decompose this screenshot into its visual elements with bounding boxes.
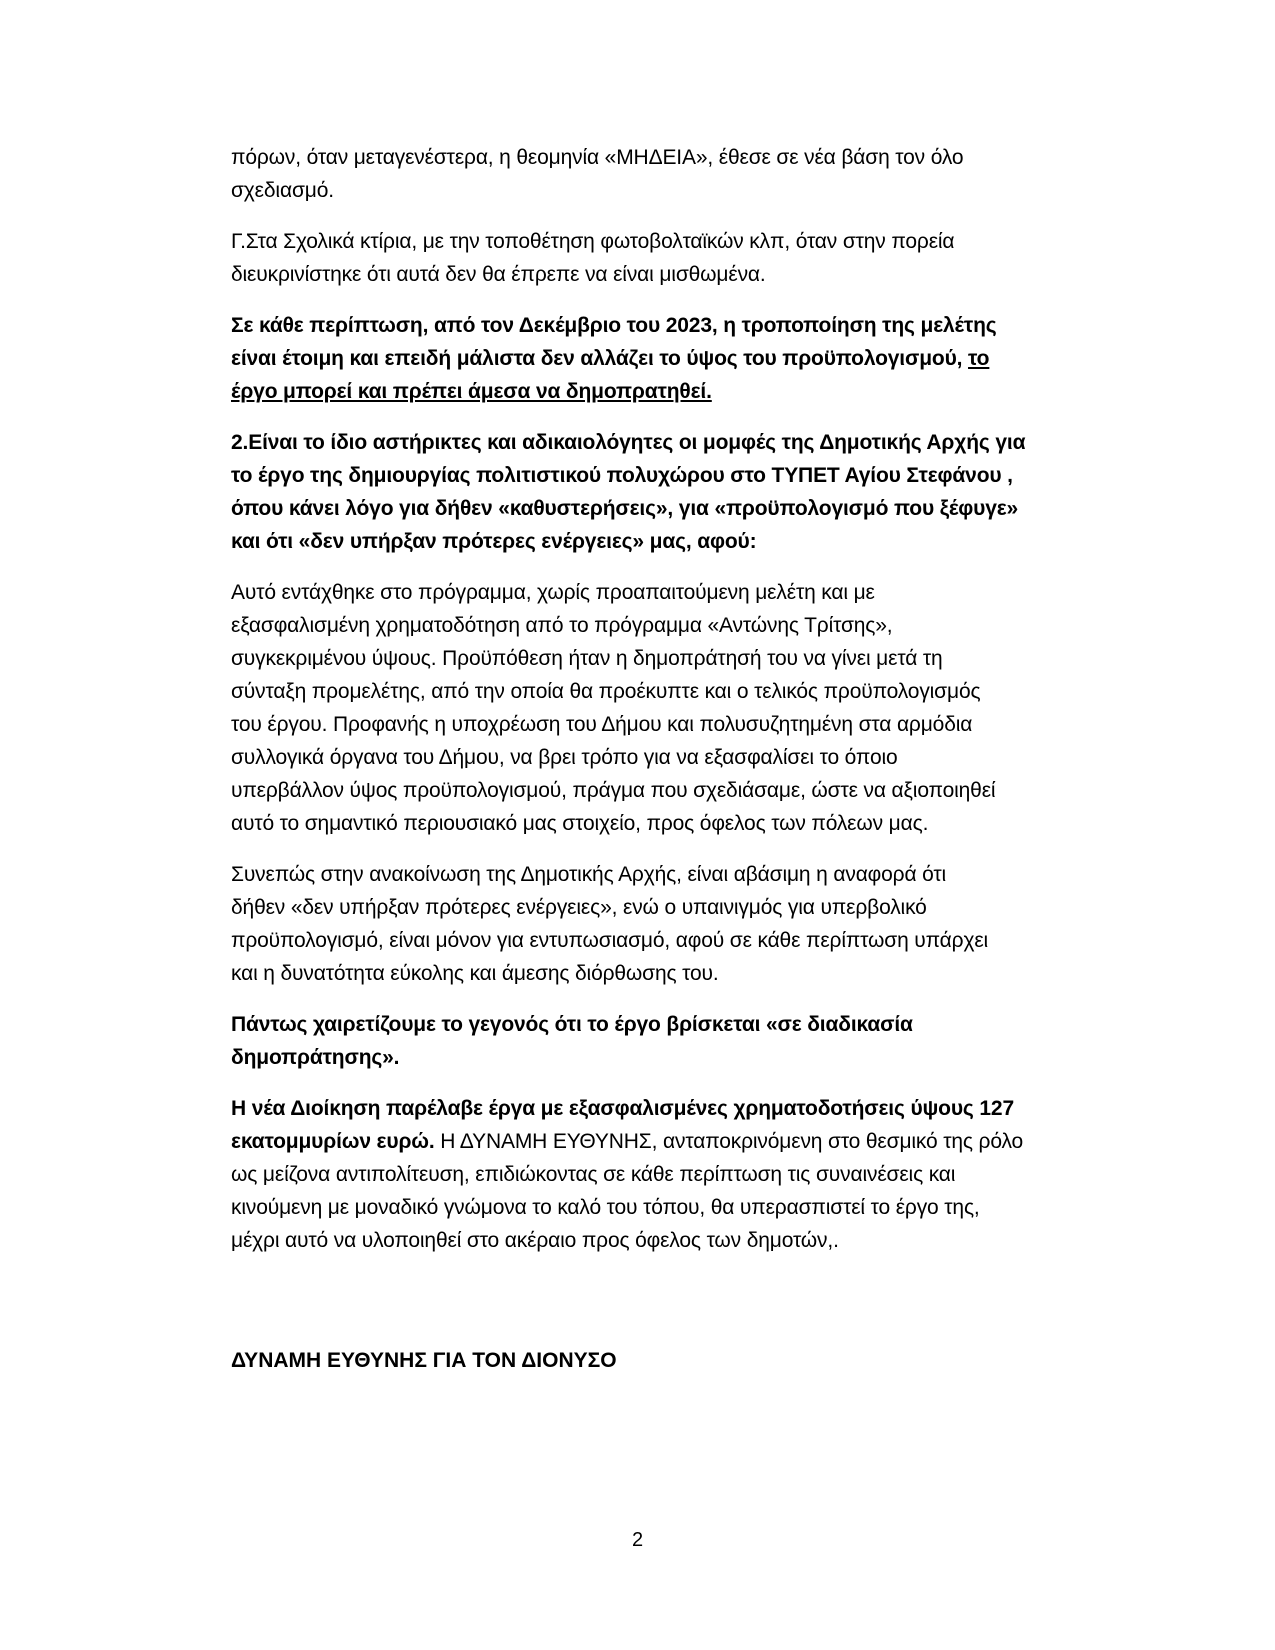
text-line: συγκεκριμένου ύψους. Προϋπόθεση ήταν η δημοπράτησή του να γίνει μετά τη <box>231 647 943 670</box>
text-line: μέχρι αυτό να υλοποιηθεί στο ακέραιο προς όφελος των δημοτών,. <box>231 1229 839 1252</box>
text-line: προϋπολογισμό, είναι μόνον για εντυπωσιασμό, αφού σε κάθε περίπτωση υπάρχει <box>231 929 989 952</box>
paragraph-3 <box>231 309 1056 408</box>
text-line: δημοπράτησης». <box>231 1046 400 1069</box>
text-line: 2.Είναι το ίδιο αστήρικτες και αδικαιολόγητες οι μομφές της Δημοτικής Αρχής για <box>231 431 1026 454</box>
text-line: το έργο της δημιουργίας πολιτιστικού πολυχώρου στο ΤΥΠΕΤ Αγίου Στεφάνου , <box>231 464 1013 487</box>
text-line: Γ.Στα Σχολικά κτίρια, με την τοποθέτηση φωτοβολταϊκών κλπ, όταν στην πορεία <box>231 230 955 253</box>
paragraph-8 <box>231 1092 1056 1257</box>
text-line: Συνεπώς στην ανακοίνωση της Δημοτικής Αρχής, είναι αβάσιμη η αναφορά ότι <box>231 863 947 886</box>
paragraph-5 <box>231 576 1056 840</box>
text-line: Σε κάθε περίπτωση, από τον Δεκέμβριο του 2023, η τροποποίηση της μελέτης <box>231 314 997 337</box>
paragraph-6 <box>231 858 1056 990</box>
text-line: πόρων, όταν μεταγενέστερα, η θεομηνία «ΜΗΔΕΙΑ», έθεσε σε νέα βάση τον όλο <box>231 146 964 169</box>
text-line: Πάντως χαιρετίζουμε το γεγονός ότι το έργο βρίσκεται «σε διαδικασία <box>231 1013 913 1036</box>
text-line: και ότι «δεν υπήρξαν πρότερες ενέργειες» μας, αφού: <box>231 530 757 553</box>
bold-text: εκατομμυρίων ευρώ. <box>231 1130 435 1153</box>
paragraph-7 <box>231 1008 1056 1074</box>
text-line: εξασφαλισμένη χρηματοδότηση από το πρόγραμμα «Αντώνης Τρίτσης», <box>231 614 893 637</box>
text-line: σύνταξη προμελέτης, από την οποία θα προέκυπτε και ο τελικός προϋπολογισμός <box>231 680 981 703</box>
text-segment: είναι έτοιμη και επειδή μάλιστα δεν αλλάζει το ύψος του προϋπολογισμού, <box>231 347 969 370</box>
text-line: κινούμενη με μοναδικό γνώμονα το καλό του τόπου, θα υπερασπιστεί το έργο της, <box>231 1196 980 1219</box>
paragraph-4 <box>231 426 1056 558</box>
underlined-text: έργο μπορεί και πρέπει άμεσα να δημοπρατηθεί. <box>231 380 712 403</box>
text-line: όπου κάνει λόγο για δήθεν «καθυστερήσεις», για «προϋπολογισμό που ξέφυγε» <box>231 497 1019 520</box>
text-line: αυτό το σημαντικό περιουσιακό μας στοιχείο, προς όφελος των πόλεων μας. <box>231 812 929 835</box>
underlined-text: το <box>968 347 990 370</box>
paragraph-1 <box>231 141 1056 207</box>
text-line: Αυτό εντάχθηκε στο πρόγραμμα, χωρίς προαπαιτούμενη μελέτη και με <box>231 581 875 604</box>
text-line: συλλογικά όργανα του Δήμου, να βρει τρόπο για να εξασφαλίσει το όποιο <box>231 746 898 769</box>
text-line: του έργου. Προφανής η υποχρέωση του Δήμου και πολυσυζητημένη στα αρμόδια <box>231 713 973 736</box>
paragraph-2 <box>231 225 1056 291</box>
text-line: υπερβάλλον ύψος προϋπολογισμού, πράγμα που σχεδιάσαμε, ώστε να αξιοποιηθεί <box>231 779 996 802</box>
text-line: και η δυνατότητα εύκολης και άμεσης διόρθωσης του. <box>231 962 719 985</box>
signature: ΔΥΝΑΜΗ ΕΥΘΥΝΗΣ ΓΙΑ ΤΟΝ ΔΙΟΝΥΣΟ <box>231 1349 617 1372</box>
text-line <box>231 342 1056 375</box>
text-line: σχεδιασμό. <box>231 179 334 202</box>
text-line: δήθεν «δεν υπήρξαν πρότερες ενέργειες», ενώ ο υπαινιγμός για υπερβολικό <box>231 896 927 919</box>
document-body <box>231 141 1056 1275</box>
page-number: 2 <box>631 1529 644 1551</box>
text-line <box>231 1125 1056 1158</box>
text-line: Η νέα Διοίκηση παρέλαβε έργα με εξασφαλισμένες χρηματοδοτήσεις ύψους 127 <box>231 1097 1014 1120</box>
text-line: διευκρινίστηκε ότι αυτά δεν θα έπρεπε να είναι μισθωμένα. <box>231 263 766 286</box>
text-segment: Η ΔΥΝΑΜΗ ΕΥΘΥΝΗΣ, ανταποκρινόμενη στο θεσμικό της ρόλο <box>434 1130 1024 1153</box>
text-line: ως μείζονα αντιπολίτευση, επιδιώκοντας σε κάθε περίπτωση τις συναινέσεις και <box>231 1163 956 1186</box>
